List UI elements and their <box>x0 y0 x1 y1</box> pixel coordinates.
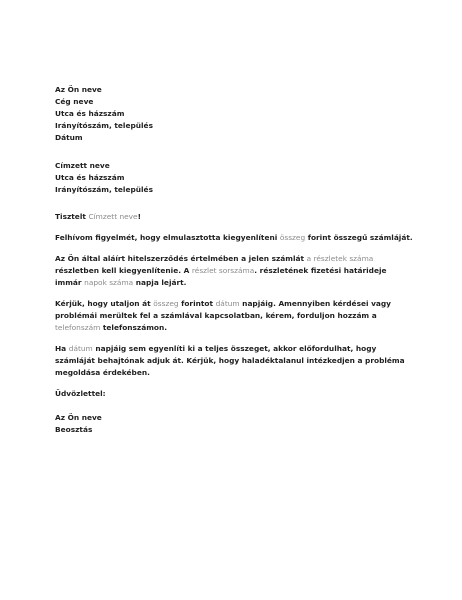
placeholder-amount: összeg <box>279 233 306 242</box>
sender-street: Utca és házszám <box>55 109 125 118</box>
sender-city: Irányítószám, település <box>55 121 153 130</box>
placeholder-date: dátum <box>68 344 93 353</box>
paragraph-4: Ha dátum napjáig sem egyenlíti ki a teljes összeget, akkor előfordulhat, hogy számláját behajtónak adjuk át. Kérjük, hogy haladéktalanul intézkedjen a probléma megoldása érdekében. <box>55 344 405 377</box>
closing: Üdvözlettel: <box>55 389 106 398</box>
letter-date: Dátum <box>55 133 83 142</box>
recipient-city: Irányítószám, település <box>55 185 153 194</box>
placeholder-date: dátum <box>215 299 240 308</box>
salutation: Tisztelt Címzett neve! <box>55 212 141 221</box>
placeholder-amount: összeg <box>153 299 179 308</box>
recipient-block <box>55 160 415 196</box>
letter-body <box>55 211 415 400</box>
placeholder-installment-number: részlet sorszáma <box>191 266 255 275</box>
paragraph-2: Az Ön által aláírt hitelszerződés értelmében a jelen számlát a részletek száma részletben kell kiegyenlítenie. A részlet sorszáma. részletének fizetési határideje immár napok száma napja lejárt. <box>55 254 387 287</box>
signature-title: Beosztás <box>55 425 93 434</box>
sender-company: Cég neve <box>55 97 94 106</box>
recipient-name: Címzett neve <box>55 161 110 170</box>
placeholder-days-count: napok száma <box>84 278 134 287</box>
signature-name: Az Ön neve <box>55 413 102 422</box>
sender-name: Az Ön neve <box>55 85 102 94</box>
placeholder-installment-count: a részletek száma <box>306 254 374 263</box>
placeholder-recipient-name: Címzett neve <box>88 212 138 221</box>
signature-block <box>55 412 415 436</box>
sender-block <box>55 84 415 144</box>
placeholder-phone: telefonszám <box>55 323 101 332</box>
recipient-street: Utca és házszám <box>55 173 125 182</box>
paragraph-3: Kérjük, hogy utaljon át összeg forintot dátum napjáig. Amennyiben kérdései vagy problémái merültek fel a számlával kapcsolatban, kérem, forduljon hozzám a telefonszám telefonszámon. <box>55 299 391 332</box>
paragraph-1: Felhívom figyelmét, hogy elmulasztotta kiegyenlíteni összeg forint összegű számláját. <box>55 233 413 242</box>
